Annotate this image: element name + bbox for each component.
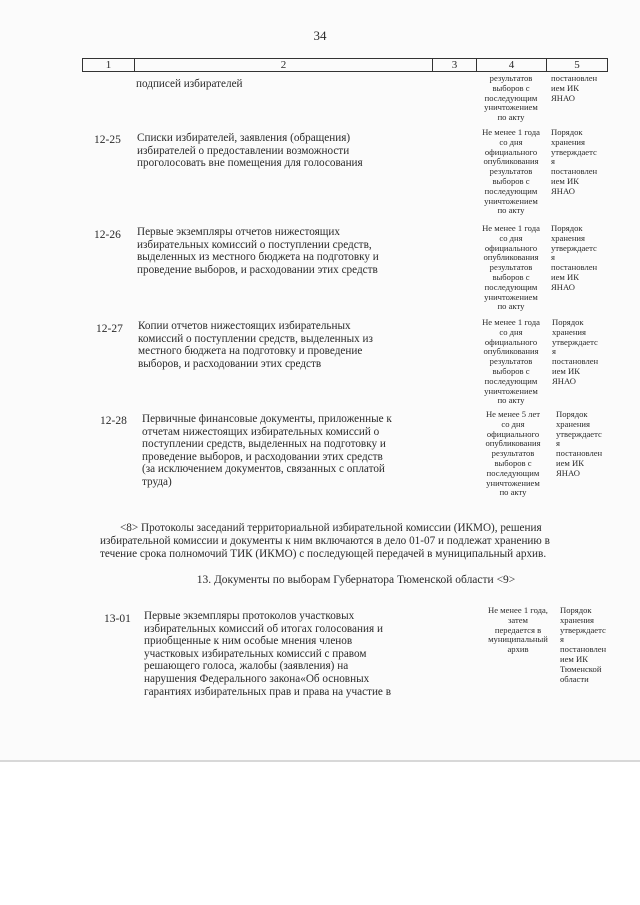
row-number: 12-27 xyxy=(96,323,123,335)
header-col-3: 3 xyxy=(432,58,476,72)
row-number: 12-28 xyxy=(100,415,127,427)
page-edge xyxy=(0,760,640,762)
row-number: 12-25 xyxy=(94,134,121,146)
continued-row-term: результатов выборов с последующим уничтожением по акту xyxy=(484,73,538,123)
row-storage: Порядок хранения утверждаетс я постановлен ием ИК ЯНАО xyxy=(551,223,598,292)
row-description: Первые экземпляры отчетов нижестоящих избирательных комиссий о поступлении средств, выделенных из местного бюджета на подготовку и проведение выборов, и расходовании этих средств xyxy=(137,226,379,276)
row-term: Не менее 1 года со дня официального опубликования результатов выборов с последующим уничтожением по акту xyxy=(482,317,540,406)
row-term: Не менее 1 года, затем передается в муниципальный архив xyxy=(488,605,548,655)
row-storage: Порядок хранения утверждаетс я постановлен ием ИК ЯНАО xyxy=(552,317,599,386)
row-storage: Порядок хранения утверждаетс я постановлен ием ИК ЯНАО xyxy=(556,409,603,478)
row-term: Не менее 1 года со дня официального опубликования результатов выборов с последующим уничтожением по акту xyxy=(482,223,540,312)
header-col-5: 5 xyxy=(546,58,608,72)
row-term: Не менее 5 лет со дня официального опубликования результатов выборов с последующим уничтожением по акту xyxy=(485,409,541,498)
row-term: Не менее 1 года со дня официального опубликования результатов выборов с последующим уничтожением по акту xyxy=(482,127,540,216)
section-title: 13. Документы по выборам Губернатора Тюменской области <9> xyxy=(196,574,516,586)
row-description: Копии отчетов нижестоящих избирательных комиссий о поступлении средств, выделенных из местного бюджета на подготовку и проведение выборов, и расходовании этих средств xyxy=(138,320,373,370)
header-col-4: 4 xyxy=(476,58,546,72)
row-number: 12-26 xyxy=(94,229,121,241)
row-description: Первичные финансовые документы, приложенные к отчетам нижестоящих избирательных комиссий о поступлении средств, выделенных на подготовку и проведение выборов, и расходовании этих средств (за исключением документов, связанных с оплатой труда) xyxy=(142,413,392,488)
header-col-2: 2 xyxy=(134,58,432,72)
row-storage: Порядок хранения утверждаетс я постановлен ием ИК Тюменской области xyxy=(560,605,607,684)
page-number: 34 xyxy=(313,28,327,43)
footnote: <8> Протоколы заседаний территориальной избирательной комиссии (ИКМО), решения избирательной комиссии и документы к ним включаются в дело 01-07 и подлежат хранению в течение срока полномочий ТИК (ИКМО) с последующей передачей в муниципальный архив. xyxy=(100,522,550,560)
row-description: Списки избирателей, заявления (обращения) избирателей о предоставлении возможности проголосовать вне помещения для голосования xyxy=(137,132,363,170)
row-storage: Порядок хранения утверждаетс я постановлен ием ИК ЯНАО xyxy=(551,127,598,196)
continued-row-description: подписей избирателей xyxy=(136,78,243,90)
row-number: 13-01 xyxy=(104,613,131,625)
continued-row-storage: постановлен ием ИК ЯНАО xyxy=(551,73,598,103)
header-col-1: 1 xyxy=(82,58,134,72)
row-description: Первые экземпляры протоколов участковых избирательных комиссий об итогах голосования и приобщенные к ним особые мнения членов участковых избирательных комиссий с правом решающего голоса, жалобы (заявления) на нарушения Федерального закона«Об основных гарантиях избирательных прав и права на участие в xyxy=(144,610,391,698)
